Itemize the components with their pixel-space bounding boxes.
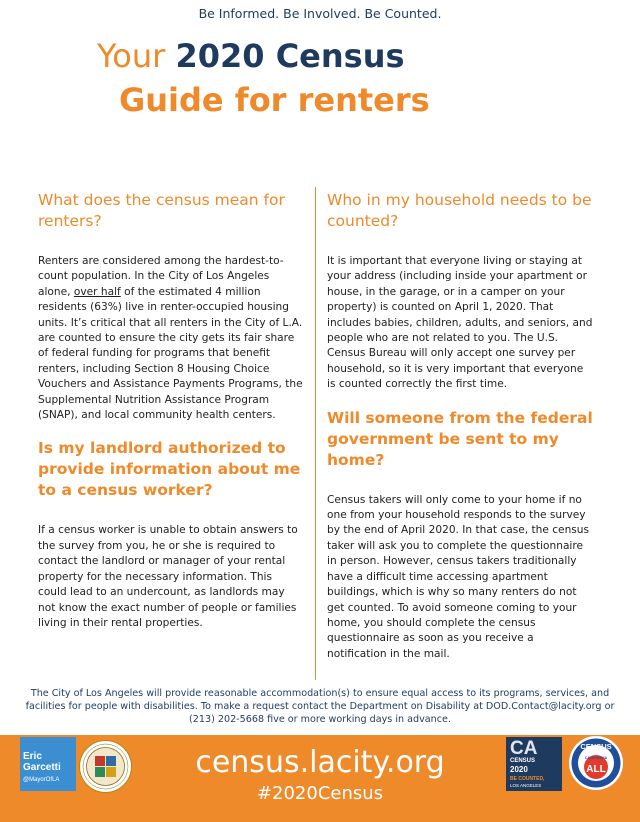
ca-census-logo bbox=[506, 737, 562, 791]
page-title-line2: Guide for renters bbox=[119, 81, 430, 119]
census-for-all-badge-icon bbox=[568, 735, 624, 791]
ca-logo-letters: CA bbox=[510, 738, 538, 759]
ca-logo-slogan: BE COUNTED, bbox=[510, 776, 545, 782]
mayor-last-name: Garcetti bbox=[23, 762, 61, 773]
ca-logo-census: CENSUS bbox=[510, 758, 536, 764]
section-body-federal-visit: Census takers will only come to your home if no one from your household responds to the survey by the end of April 2020. In that case, the census taker will ask you to complete the questionnaire in person. However, census takers traditionally have a difficult time accessing apartment buildings, which is why so many renters do not get counted. To avoid someone coming to your home, you should complete the census questionnaire as soon as you receive a notification in the mail. bbox=[327, 493, 590, 660]
section-heading-federal-visit: Will someone from the federal government be sent to my home? bbox=[327, 408, 593, 469]
census-website-link[interactable]: census.lacity.org bbox=[195, 745, 445, 780]
right-column bbox=[327, 190, 595, 662]
body-text: of the estimated 4 million residents (63%) live in renter-occupied housing units. It’s critical that all renters in the City of L.A. are counted to ensure the city gets its fair share of federal funding for programs that benefit renters, including Section 8 Housing Choice Vouchers and Assistance Payments Programs, the Supplemental Nutrition Assistance Program (SNAP), and local community health centers. bbox=[38, 285, 303, 422]
section-body-landlord: If a census worker is unable to obtain answers to the survey from you, he or she is required to contact the landlord or manager of your rental property for the necessary information. This could lead to an undercount, as landlords may not know the exact number of people or families living in their rental properties. bbox=[38, 524, 298, 629]
section-body-census-meaning bbox=[38, 254, 303, 423]
section-heading-census-meaning: What does the census mean for renters? bbox=[38, 191, 285, 230]
left-column bbox=[38, 190, 303, 631]
mayor-logo bbox=[20, 737, 76, 791]
title-your: Your bbox=[97, 37, 176, 75]
badge-all-text: ALL bbox=[586, 764, 606, 775]
section-heading-landlord: Is my landlord authorized to provide information about me to a census worker? bbox=[38, 439, 301, 500]
mayor-handle: @MayorOfLA bbox=[23, 777, 60, 783]
mayor-first-name: Eric bbox=[23, 751, 42, 762]
over-half-link[interactable]: over half bbox=[73, 285, 121, 298]
section-body-who-counted: It is important that everyone living or staying at your address (including inside your apartment or house, in the garage, or in a camper on your property) is counted on April 1, 2020. That includes babies, children, adults, and seniors, and people who are not related to you. The U.S. Census Bureau will only accept one survey per household, so it is very important that everyone is counted correctly the first time. bbox=[327, 255, 593, 391]
section-heading-who-counted: Who in my household needs to be counted? bbox=[327, 191, 592, 230]
ca-logo-year: 2020 bbox=[510, 765, 528, 774]
tagline: Be Informed. Be Involved. Be Counted. bbox=[198, 6, 442, 21]
city-seal-icon bbox=[79, 740, 132, 793]
column-divider bbox=[315, 187, 316, 680]
census-hashtag: #2020Census bbox=[256, 783, 384, 804]
badge-california-text: CALIFORNIA bbox=[584, 756, 608, 760]
accommodation-note: The City of Los Angeles will provide reasonable accommodation(s) to ensure equal access to its programs, services, and facilities for people with disabilities. To make a request contact the Department on Disability at DOD.Contact@lacity.org or (213) 202-5668 five or more working days in advance. bbox=[25, 688, 615, 726]
page-title-line1 bbox=[97, 36, 405, 76]
body-text: Renters are considered among the hardest-to-count population. In the City of Los Angeles alone, bbox=[38, 255, 284, 298]
ca-logo-city: LOS ANGELES bbox=[510, 783, 542, 788]
title-2020-census: 2020 Census bbox=[175, 37, 405, 75]
badge-census-text: CENSUS bbox=[580, 742, 612, 751]
